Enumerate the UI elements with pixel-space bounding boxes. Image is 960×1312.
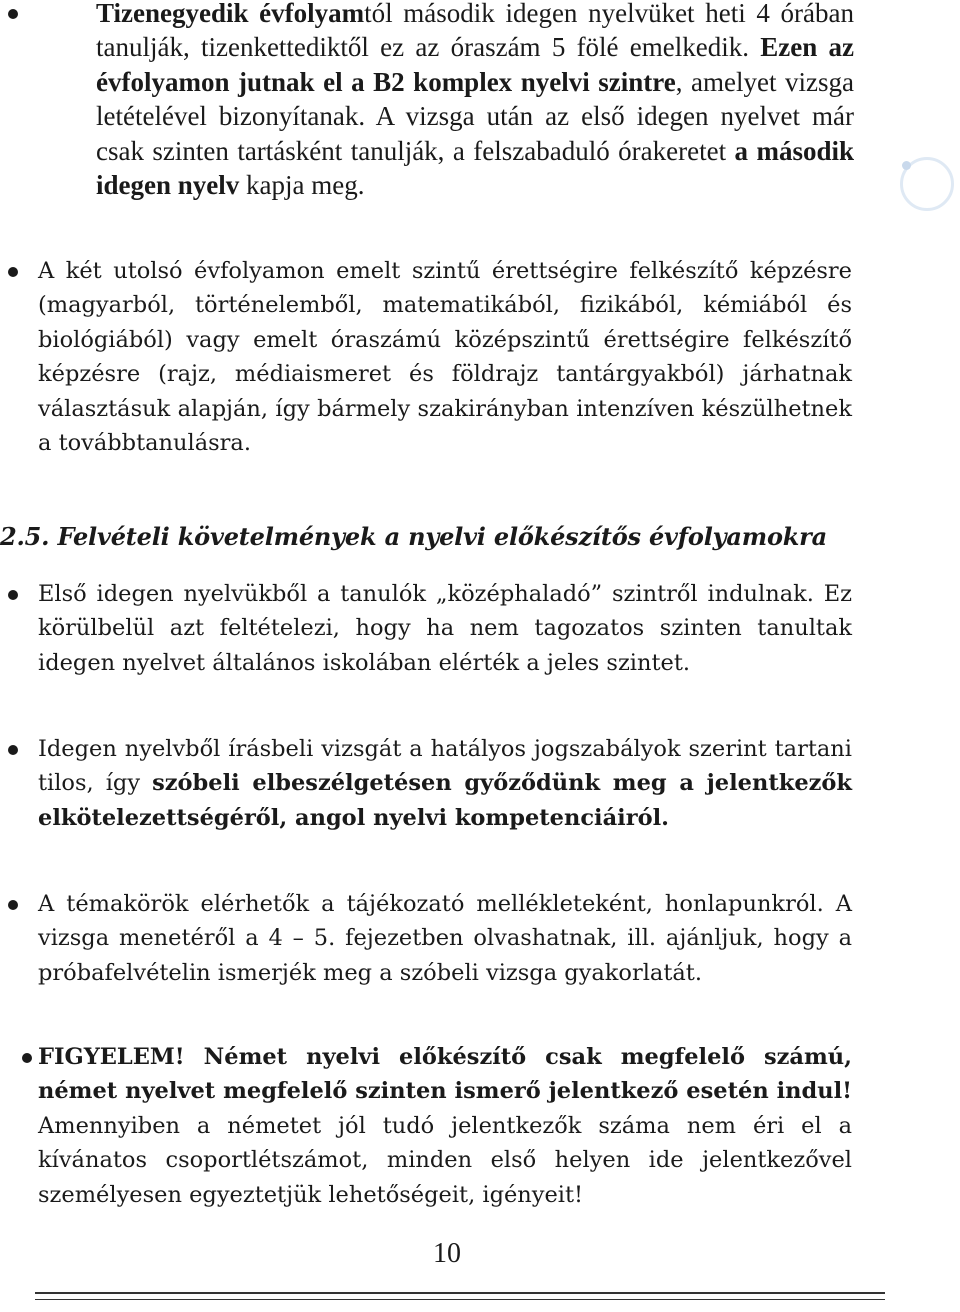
bullet-5: [8, 900, 18, 910]
text-run: tól második idegen nyelvüket heti 4 órában tanulják, tizenkettediktől ez az óraszám 5 fölé emelkedik.: [96, 0, 854, 63]
page-number: 10: [433, 1238, 461, 1269]
text-run: Amennyiben a németet jól tudó jelentkezők száma nem éri el a kívánatos csoportlétszámot, minden első helyen ide jelentkezővel személyesen egyeztetjük lehetőségeit, igényeit!: [38, 1112, 852, 1208]
bold-text-run: Ezen az évfolyamon jutnak el a B2 komplex nyelvi szintre: [96, 32, 854, 97]
bullet-3: [8, 590, 18, 600]
bold-text-run: szóbeli elbeszélgetésen győződünk meg a jelentkezők elkötelezettségéről, angol nyelvi kompetenciáiról.: [38, 770, 853, 831]
footer-rule-thin: [35, 1299, 885, 1300]
bullet-6: [22, 1053, 32, 1063]
bold-text-run: a második idegen nyelv: [96, 135, 854, 201]
text-run: kapja meg.: [239, 170, 365, 201]
section-heading: 2.5. Felvételi követelmények a nyelvi előkészítős évfolyamokra: [0, 522, 827, 551]
bold-text-run: FIGYELEM! Német nyelvi előkészítő csak megfelelő számú, német nyelvet megfelelő szinten ismerő jelentkező esetén indul!: [38, 1044, 852, 1105]
bullet-1: [8, 9, 18, 19]
text-run: A témakörök elérhetők a tájékozató mellékleteként, honlapunkról. A vizsga menetéről a 4 – 5. fejezetben olvashatnak, ill. ajánljuk, hogy a próbafelvételin ismerjék meg a szóbeli vizsga gyakorlatát.: [38, 891, 852, 986]
paragraph-german-notice: [38, 1040, 852, 1212]
text-run: Első idegen nyelvükből a tanulók „középhaladó” szintről indulnak. Ez körülbelül azt feltételezi, hogy ha nem tagozatos szinten tanultak idegen nyelvet általános iskolában elérték a jeles szintet.: [38, 581, 852, 676]
paragraph-oral-interview: [38, 732, 852, 835]
paragraph-first-language-level: [38, 577, 852, 680]
text-run: , amelyet vizsga letételével bizonyítanak. A vizsga után az első idegen nyelvet már csak szinten tartásként tanulják, a felszabaduló órakeretet: [96, 66, 854, 166]
bullet-2: [8, 267, 18, 277]
text-run: Idegen nyelvből írásbeli vizsgát a hatályos jogszabályok szerint tartani tilos, így: [38, 736, 852, 797]
paragraph-topics-available: [38, 887, 852, 990]
paragraph-foreign-language-grade-11: [96, 0, 854, 202]
text-run: A két utolsó évfolyamon emelt szintű érettségire felkészítő képzésre (magyarból, történelemből, matematikából, fizikából, kémiából és biológiából) vagy emelt óraszámú középszintű érettségire felkészítő képzésre (rajz, médiaismeret és földrajz tantárgyakból) járhatnak választásuk alapján, így bármely szakirányban intenzíven készülhetnek a továbbtanulásra.: [38, 258, 852, 457]
bullet-4: [8, 745, 18, 755]
bold-text-run: Tizenegyedik évfolyam: [96, 0, 365, 28]
footer-rule: [35, 1292, 885, 1294]
decorative-dot-icon: [902, 161, 911, 170]
paragraph-final-years-exam-prep: [38, 254, 852, 460]
